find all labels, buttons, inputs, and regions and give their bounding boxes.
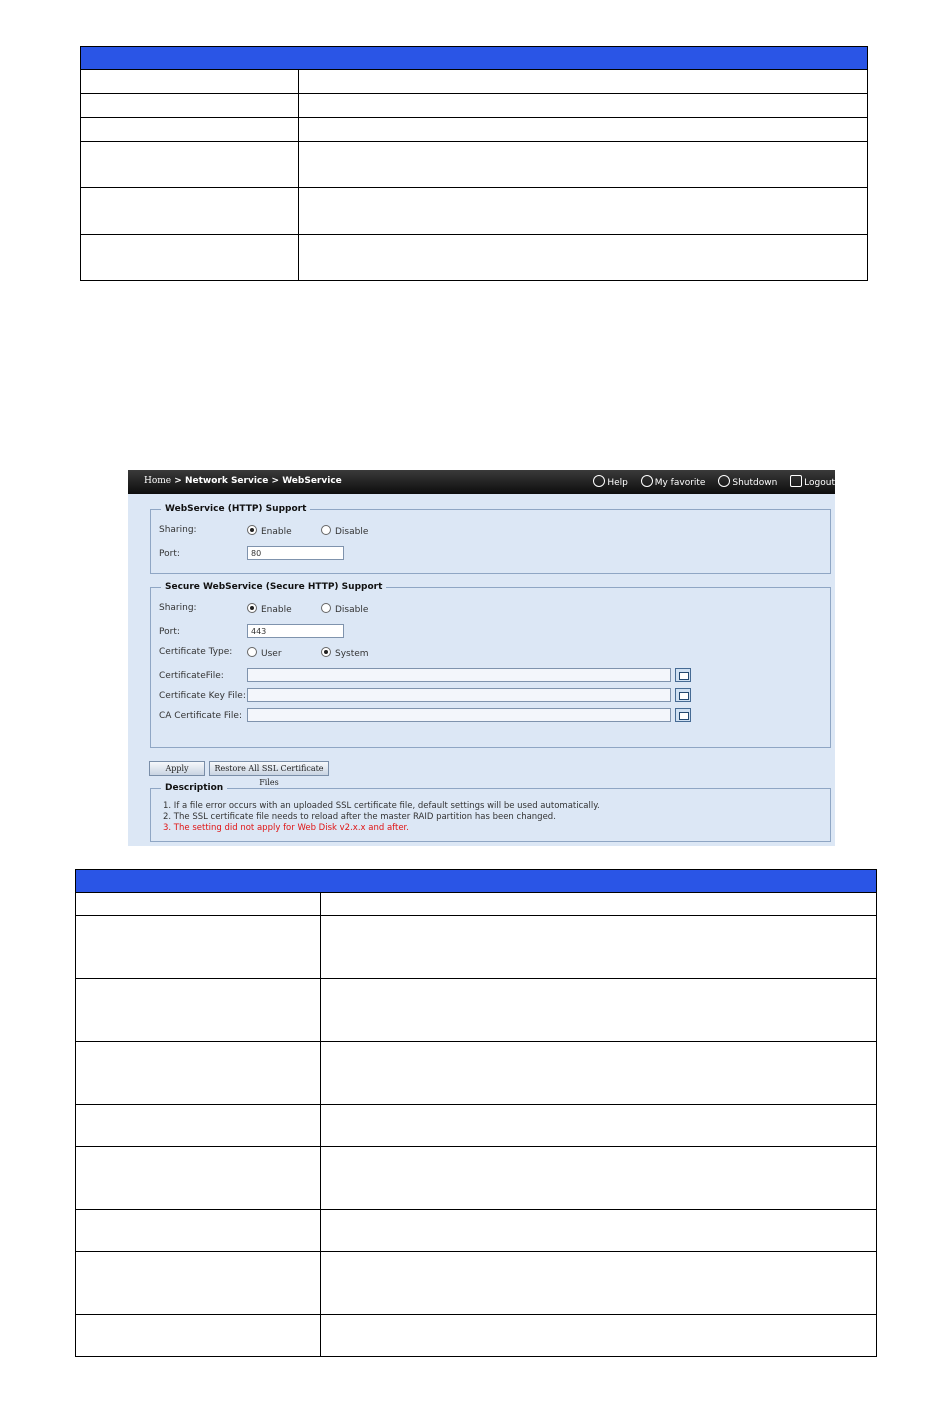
table-row xyxy=(76,1315,877,1357)
description-warning-line: 3. The setting did not apply for Web Disk v2.x.x and after. xyxy=(163,823,409,833)
table-row xyxy=(81,70,868,94)
table-row xyxy=(76,916,877,979)
help-label: Help xyxy=(607,478,628,488)
top-bar xyxy=(128,470,835,494)
favorite-label: My favorite xyxy=(654,478,706,488)
description-legend: Description xyxy=(165,783,224,793)
http-support-section xyxy=(150,504,831,574)
radio-icon xyxy=(321,603,331,613)
http-port-input[interactable]: 80 xyxy=(247,546,344,560)
ca-cert-browse-button[interactable] xyxy=(675,708,691,722)
radio-icon xyxy=(321,525,331,535)
cert-file-browse-button[interactable] xyxy=(675,668,691,682)
table-header-row xyxy=(76,870,877,893)
help-link[interactable] xyxy=(593,475,628,488)
radio-icon xyxy=(247,647,257,657)
radio-selected-icon xyxy=(321,647,331,657)
description-line: 2. The SSL certificate file needs to reload after the master RAID partition has been changed. xyxy=(163,812,556,822)
table-header-row xyxy=(81,47,868,70)
https-enable-label: Enable xyxy=(261,605,292,615)
http-support-legend: WebService (HTTP) Support xyxy=(165,504,307,514)
https-sharing-label: Sharing: xyxy=(159,603,197,613)
shutdown-link[interactable] xyxy=(718,475,777,488)
http-sharing-label: Sharing: xyxy=(159,525,197,535)
https-enable-radio[interactable] xyxy=(247,603,292,615)
cert-user-label: User xyxy=(261,649,282,659)
cert-key-input[interactable] xyxy=(247,688,671,702)
http-disable-label: Disable xyxy=(335,527,369,537)
cert-file-input[interactable] xyxy=(247,668,671,682)
ca-cert-input[interactable] xyxy=(247,708,671,722)
table-row xyxy=(81,142,868,188)
https-port-input[interactable]: 443 xyxy=(247,624,344,638)
cert-type-label: Certificate Type: xyxy=(159,647,233,657)
cert-system-label: System xyxy=(335,649,369,659)
https-disable-label: Disable xyxy=(335,605,369,615)
breadcrumb-separator: > xyxy=(171,476,185,486)
table-row xyxy=(81,94,868,118)
cert-key-label: Certificate Key File: xyxy=(159,691,246,701)
favorite-link[interactable] xyxy=(641,475,706,488)
logout-label: Logout xyxy=(804,478,835,488)
https-disable-radio[interactable] xyxy=(321,603,368,615)
apply-button[interactable]: Apply xyxy=(149,761,205,776)
cert-user-radio[interactable] xyxy=(247,647,282,659)
table-row xyxy=(76,893,877,916)
help-icon xyxy=(593,475,605,487)
http-enable-radio[interactable] xyxy=(247,525,292,537)
table-row xyxy=(76,1252,877,1315)
heart-icon xyxy=(641,475,653,487)
breadcrumb-separator: > xyxy=(268,476,283,486)
table-row xyxy=(76,979,877,1042)
radio-selected-icon xyxy=(247,525,257,535)
top-links xyxy=(583,475,835,488)
https-support-legend: Secure WebService (Secure HTTP) Support xyxy=(165,582,383,592)
breadcrumb xyxy=(144,476,342,486)
cert-key-browse-button[interactable] xyxy=(675,688,691,702)
cert-system-radio[interactable] xyxy=(321,647,369,659)
table-row xyxy=(76,1042,877,1105)
breadcrumb-webservice: WebService xyxy=(282,476,342,486)
http-disable-radio[interactable] xyxy=(321,525,368,537)
http-port-label: Port: xyxy=(159,549,180,559)
https-port-label: Port: xyxy=(159,627,180,637)
table-row xyxy=(76,1105,877,1147)
power-icon xyxy=(718,475,730,487)
bottom-table xyxy=(75,869,877,1357)
breadcrumb-network-service[interactable]: Network Service xyxy=(184,476,269,486)
description-line: 1. If a file error occurs with an uploaded SSL certificate file, default settings will be used automatically. xyxy=(163,801,600,811)
restore-ssl-button[interactable]: Restore All SSL Certificate Files xyxy=(209,761,329,776)
breadcrumb-home[interactable]: Home xyxy=(144,476,172,486)
table-row xyxy=(76,1147,877,1210)
table-row xyxy=(76,1210,877,1252)
webservice-screenshot xyxy=(128,470,835,846)
logout-icon xyxy=(790,475,802,487)
logout-link[interactable] xyxy=(790,475,835,488)
table-row xyxy=(81,235,868,281)
shutdown-label: Shutdown xyxy=(732,478,778,488)
radio-selected-icon xyxy=(247,603,257,613)
ca-cert-label: CA Certificate File: xyxy=(159,711,243,721)
table-row xyxy=(81,118,868,142)
top-table xyxy=(80,46,868,281)
table-row xyxy=(81,188,868,235)
http-enable-label: Enable xyxy=(261,527,292,537)
cert-file-label: CertificateFile: xyxy=(159,671,224,681)
